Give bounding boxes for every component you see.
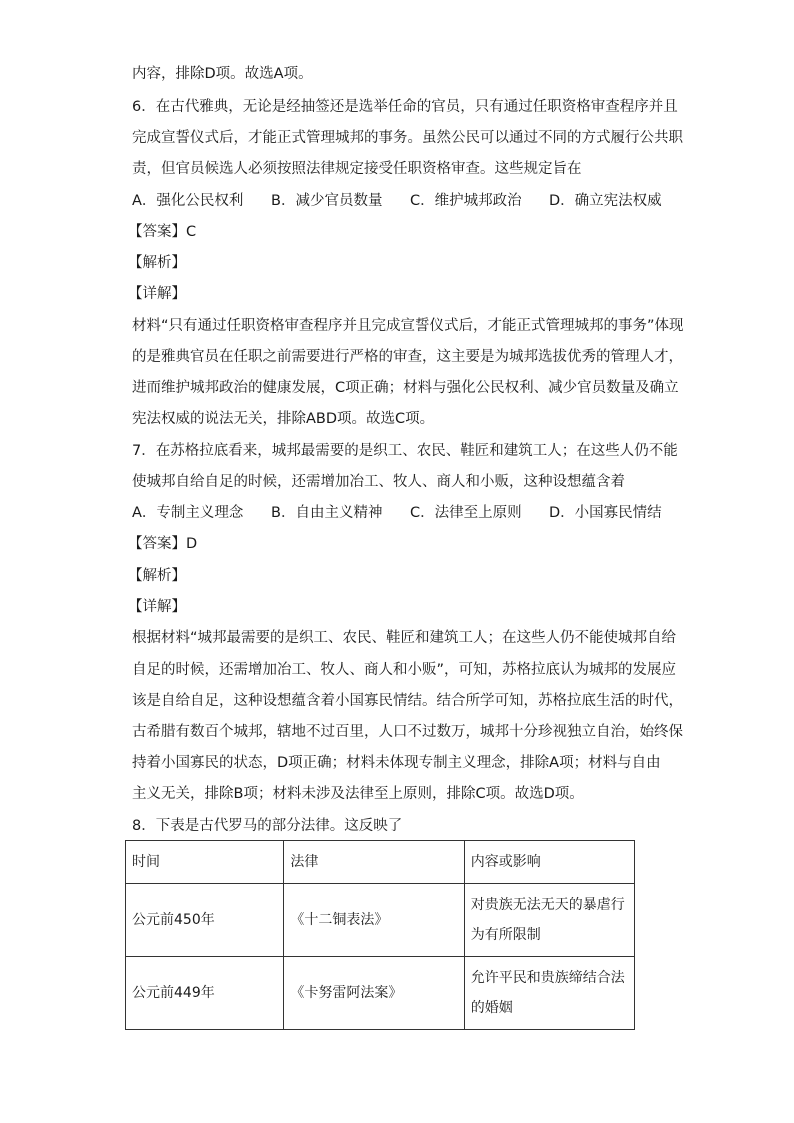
explanation-line: 进而维护城邦政治的健康发展，C项正确；材料与强化公民权利、减少官员数量及确立	[132, 380, 679, 396]
header-law: 法律	[284, 841, 464, 884]
text-line: 使城邦自给自足的时候，还需增加冶工、牧人、商人和小贩，这种设想蕴含着	[132, 474, 625, 490]
table-row	[126, 884, 635, 957]
header-effect: 内容或影响	[464, 841, 634, 884]
explanation-line: 根据材料“城邦最需要的是织工、农民、鞋匠和建筑工人；在这些人仍不能使城邦自给	[132, 630, 677, 646]
question-6-stem: 6．在古代雅典，无论是经抽签还是选举任命的官员，只有通过任职资格审查程序并且	[132, 99, 678, 115]
analysis-label: 【解析】	[128, 255, 186, 271]
question-7-stem: 7．在苏格拉底看来，城邦最需要的是织工、农民、鞋匠和建筑工人；在这些人仍不能	[132, 443, 678, 459]
answer-label: 【答案】D	[128, 536, 198, 552]
cell-effect	[464, 884, 634, 957]
cell-effect-line: 为有所限制	[470, 927, 541, 943]
explanation-line: 古希腊有数百个城邦，辖地不过百里，人口不过数万，城邦十分珍视独立自治，始终保	[132, 724, 683, 740]
cell-effect	[464, 957, 634, 1030]
explanation-line: 的是雅典官员在任职之前需要进行严格的审查，这主要是为城邦选拔优秀的管理人才，	[132, 349, 683, 365]
option-d: D．小国寡民情结	[549, 505, 662, 521]
option-d: D．确立宪法权威	[549, 193, 662, 209]
option-b: B．减少官员数量	[271, 193, 383, 209]
cell-law: 《卡努雷阿法案》	[284, 957, 464, 1030]
text-line: 内容，排除D项。故选A项。	[132, 66, 313, 82]
question-7-options	[132, 503, 662, 523]
explanation-line: 持着小国寡民的状态，D项正确；材料未体现专制主义理念，排除A项；材料与自由	[132, 755, 661, 771]
detail-label: 【详解】	[128, 599, 186, 615]
option-a: A．强化公民权利	[132, 193, 244, 209]
explanation-line: 宪法权威的说法无关，排除ABD项。故选C项。	[132, 411, 435, 427]
table-row	[126, 957, 635, 1030]
cell-time: 公元前449年	[126, 957, 284, 1030]
explanation-line: 该是自给自足，这种设想蕴含着小国寡民情结。结合所学可知，苏格拉底生活的时代，	[132, 693, 683, 709]
detail-label: 【详解】	[128, 286, 186, 302]
answer-label: 【答案】C	[128, 224, 197, 240]
option-c: C．维护城邦政治	[410, 193, 522, 209]
explanation-line: 自足的时候，还需增加冶工、牧人、商人和小贩”，可知，苏格拉底认为城邦的发展应	[132, 662, 677, 678]
cell-effect-line: 允许平民和贵族缔结合法	[470, 970, 625, 986]
explanation-line: 材料“只有通过任职资格审查程序并且完成宣誓仪式后，才能正式管理城邦的事务”体现	[132, 318, 684, 334]
question-8-stem: 8．下表是古代罗马的部分法律。这反映了	[132, 818, 403, 834]
roman-law-table	[125, 840, 635, 1030]
cell-effect-line: 的婚姻	[470, 1000, 513, 1016]
question-6-options	[132, 191, 662, 211]
option-b: B．自由主义精神	[271, 505, 383, 521]
cell-law: 《十二铜表法》	[284, 884, 464, 957]
header-time: 时间	[126, 841, 284, 884]
option-c: C．法律至上原则	[410, 505, 522, 521]
text-line: 责，但官员候选人必须按照法律规定接受任职资格审查。这些规定旨在	[132, 161, 582, 177]
cell-time: 公元前450年	[126, 884, 284, 957]
cell-effect-line: 对贵族无法无天的暴虐行	[470, 897, 625, 913]
option-a: A．专制主义理念	[132, 505, 244, 521]
table-header-row	[126, 841, 635, 884]
explanation-line: 主义无关，排除B项；材料未涉及法律至上原则，排除C项。故选D项。	[132, 786, 584, 802]
analysis-label: 【解析】	[128, 568, 186, 584]
text-line: 完成宣誓仪式后，才能正式管理城邦的事务。虽然公民可以通过不同的方式履行公共职	[132, 130, 683, 146]
